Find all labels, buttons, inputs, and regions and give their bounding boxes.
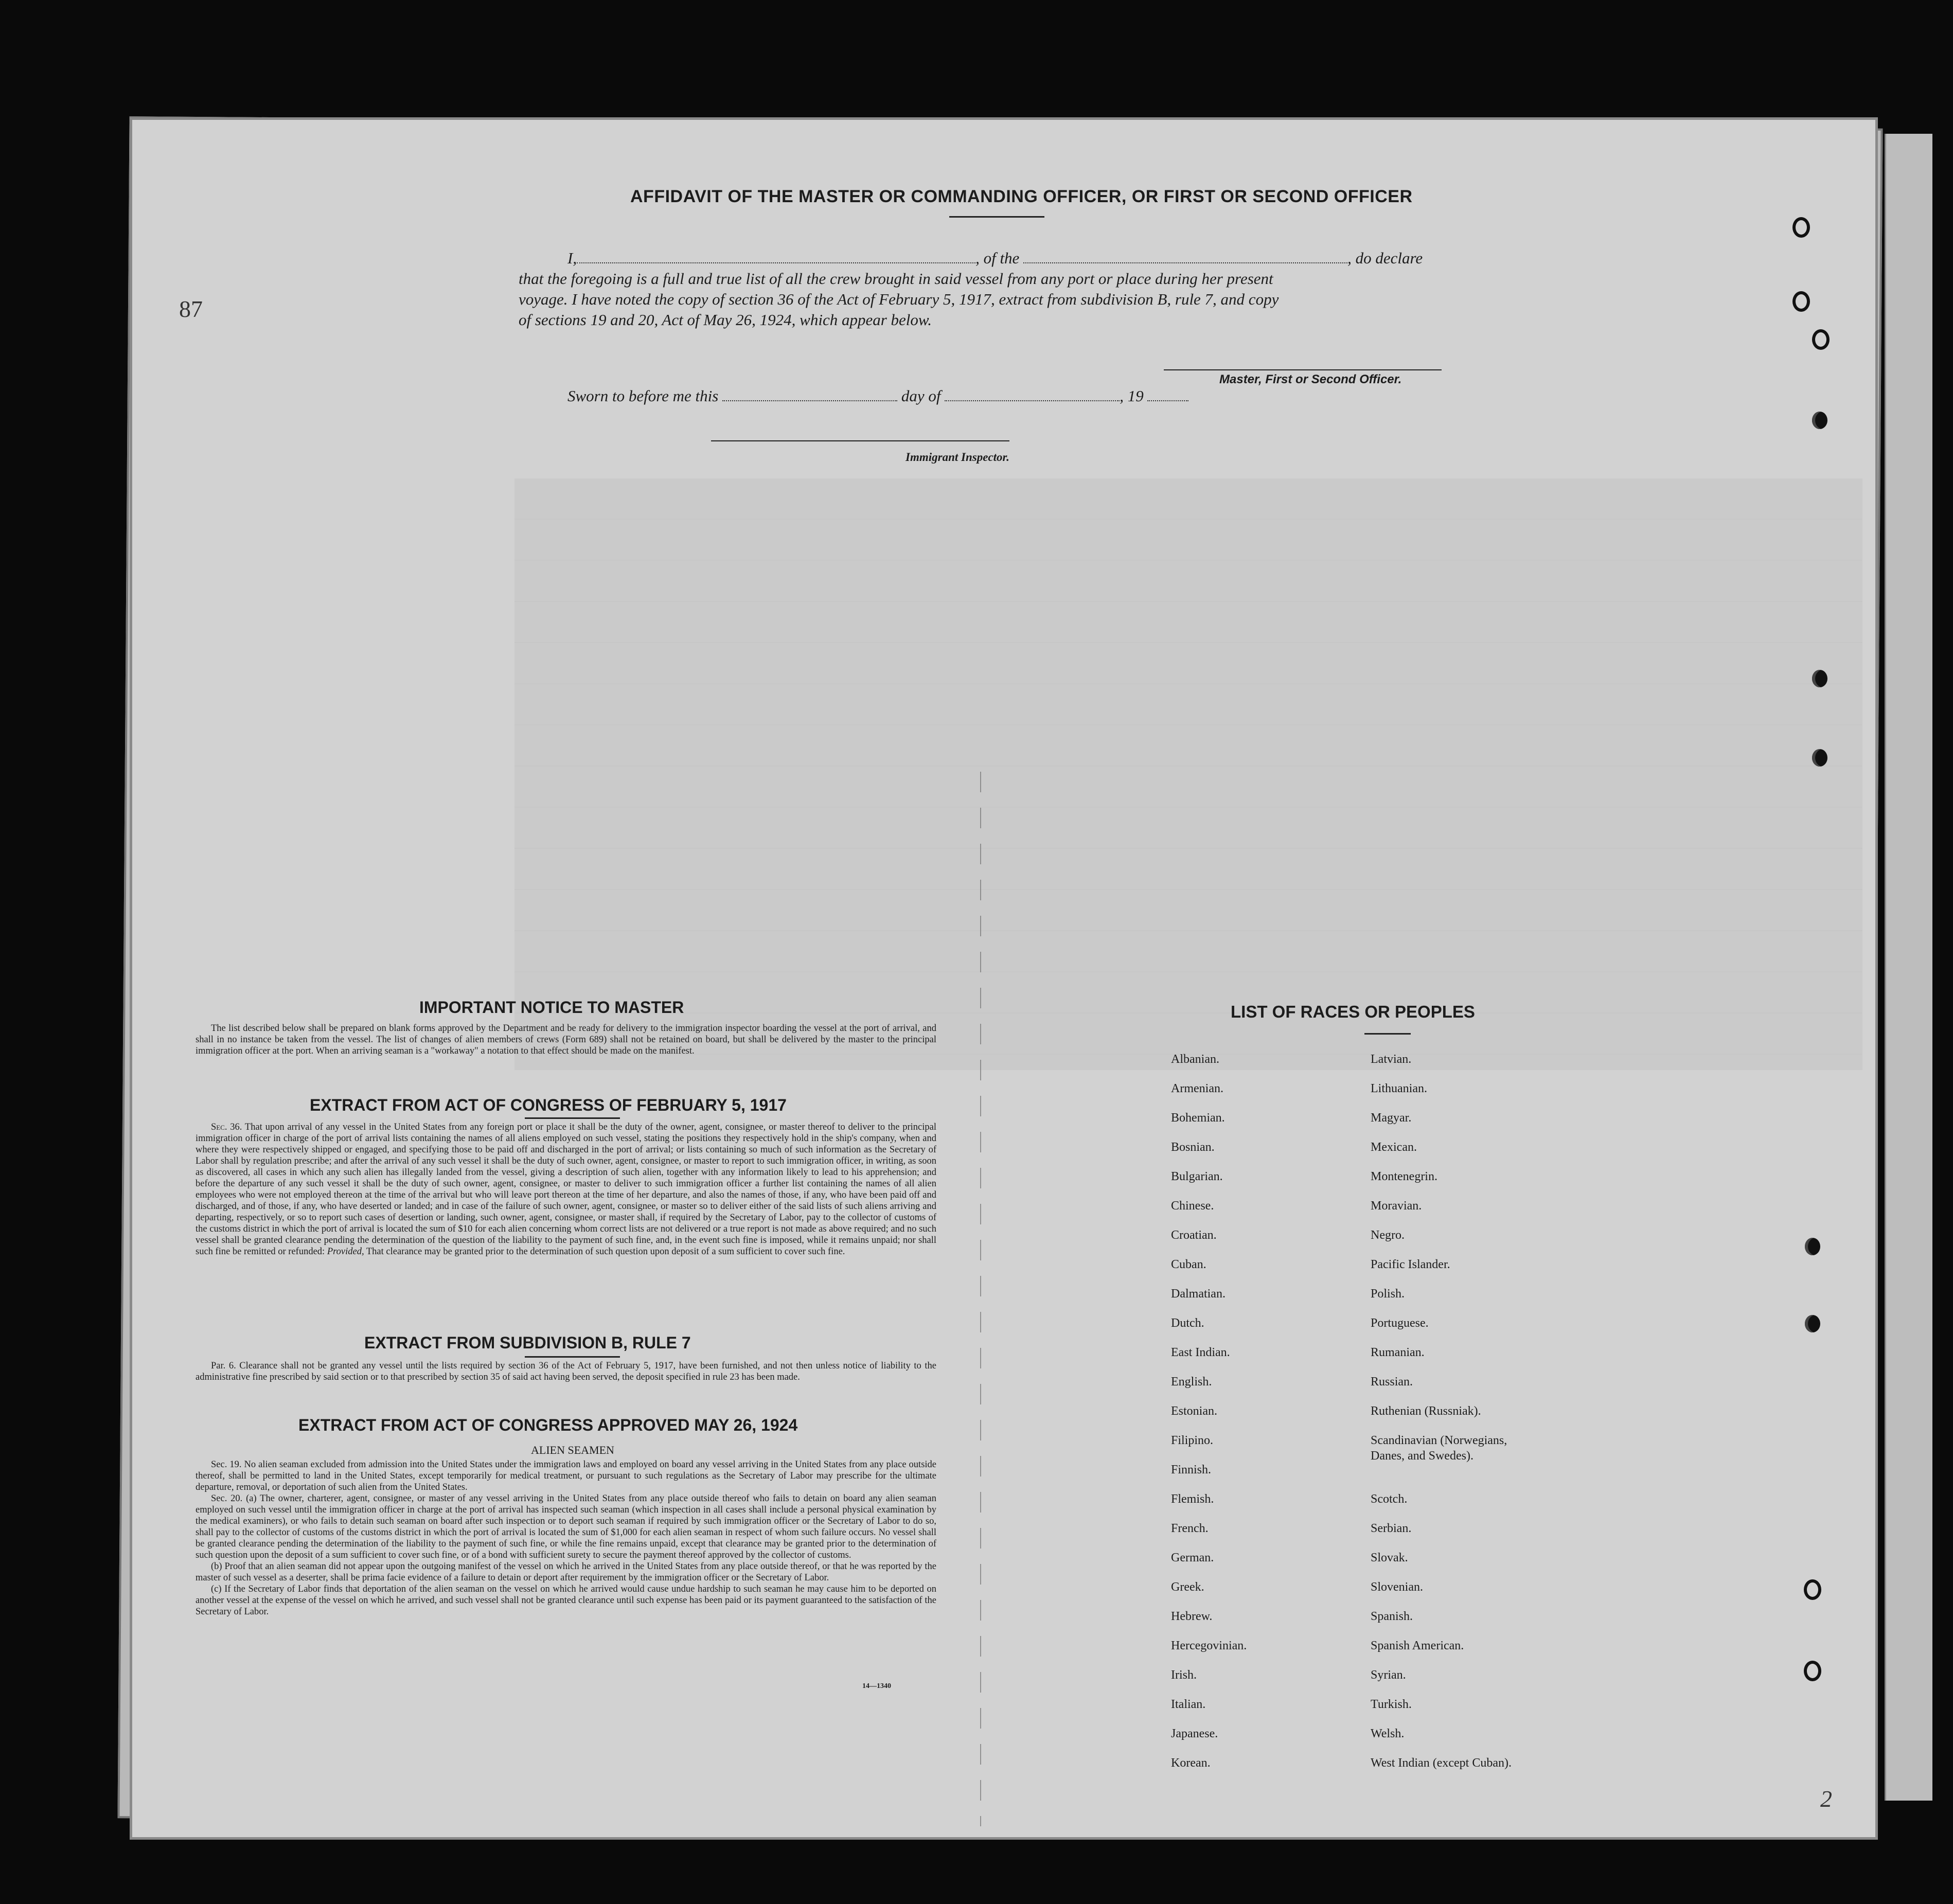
- race-item: Hebrew.: [1171, 1610, 1213, 1623]
- master-signature-label: Master, First or Second Officer.: [1219, 372, 1402, 386]
- races-title-rule: [1364, 1033, 1411, 1035]
- punch-hole-icon: [1812, 749, 1827, 767]
- race-item: Turkish.: [1371, 1698, 1412, 1711]
- race-item: Chinese.: [1171, 1199, 1214, 1213]
- sec-36-provided: Provided,: [327, 1247, 364, 1257]
- fold-line: [980, 772, 981, 1826]
- race-item: Polish.: [1371, 1287, 1405, 1301]
- sec-20c-paragraph: (c) If the Secretary of Labor finds that deportation of the alien seaman on the vessel on which he arrived would cause undue hardship to such seaman he may cause him to be deported on another vessel at the expense of the vessel on which he arrived, and such vessel shall not be granted clearance until such expense has been paid or its payment guaranteed to the satisfaction of the Secretary of Labor.: [196, 1584, 936, 1617]
- extract-1924-title: EXTRACT FROM ACT OF CONGRESS APPROVED MAY 26, 1924: [298, 1416, 798, 1434]
- punch-hole-icon: [1804, 1579, 1821, 1600]
- race-item: Montenegrin.: [1371, 1170, 1437, 1183]
- sec-36-label: Sec. 36.: [211, 1122, 242, 1132]
- race-item: Pacific Islander.: [1371, 1258, 1450, 1271]
- race-item: Bulgarian.: [1171, 1170, 1223, 1183]
- affidavit-body: [519, 248, 1496, 330]
- affidavit-of-the: , of the: [975, 249, 1020, 267]
- race-item: Welsh.: [1371, 1727, 1405, 1740]
- notice-paragraph: The list described below shall be prepared on blank forms approved by the Department and be ready for delivery to the immigration inspector boarding the vessel at the port of arrival, and shall in no instance be taken from the vessel. The list of changes of alien members of crews (Form 689) shall not be retained on board, but shall be delivered by the master to the principal immigration officer at the port. When an arriving seaman is a "workaway" a notation to that effect should be made on the manifest.: [196, 1023, 936, 1056]
- affidavit-i: I,: [567, 249, 577, 267]
- race-item: French.: [1171, 1522, 1209, 1535]
- sec-36-text-end: That clearance may be granted prior to the determination of such question upon deposit of a sum sufficient to cover such fine.: [364, 1247, 845, 1257]
- alien-seamen-subtitle: ALIEN SEAMEN: [531, 1444, 614, 1456]
- sworn-year-blank[interactable]: [1147, 400, 1188, 401]
- race-item: Mexican.: [1371, 1141, 1417, 1154]
- punch-hole-icon: [1804, 1661, 1821, 1681]
- rule7-paragraph: Par. 6. Clearance shall not be granted any vessel until the lists required by section 36 of the Act of February 5, 1917, have been furnished, and not then unless notice of liability to the administrative fine prescribed by said section or to that prescribed by section 35 of said act having been served, the deposit specified in rule 23 has been made.: [196, 1361, 936, 1382]
- race-item: Korean.: [1171, 1756, 1211, 1770]
- race-item: Italian.: [1171, 1698, 1206, 1711]
- inspector-signature-label: Immigrant Inspector.: [906, 451, 1009, 464]
- sec-19-paragraph: Sec. 19. No alien seaman excluded from admission into the United States under the immigration laws and employed on board any vessel arriving in the United States from any place outside thereof, shall be permitted to land in the United States, except temporarily for medical treatment, or pursuant to such regulations as the Secretary of Labor may prescribe for the ultimate departure, removal, or deportation of such alien from the United States.: [196, 1460, 936, 1492]
- sec-36-text: That upon arrival of any vessel in the United States from any foreign port or place it shall be the duty of the owner, agent, consignee, or master thereof to deliver to the principal immigration officer in charge of the port of arrival lists containing the names of all aliens employed on such vessel, stating the positions they respectively hold in the ship's company, when and where they were respectively shipped or engaged, and specifying those to be paid off and discharged in the port of arrival; or lists containing so much of such information as the Secretary of Labor shall by regulation prescribe; and after the arrival of any such vessel it shall be the duty of such owner, agent, consignee, or master to report to such immigration officer, in writing, as soon as discovered, all cases in which any such alien has illegally landed from the vessel, giving a description of such alien, together with any information likely to lead to his apprehension; and before the departure of any such vessel it shall be the duty of such owner, agent, consignee, or master to deliver to such immigration officer a further list containing the names of all alien employees who were not employed thereon at the time of the arrival but who will leave port thereon at the time of her departure, and also the names of those, if any, who have been paid off and discharged, and of those, if any, who have deserted or landed; and in case of the failure of such owner, agent, consignee, or master so to deliver either of the said lists of such aliens arriving and departing, respectively, or so to report such cases of desertion or landing, such owner, agent, consignee, or master shall, if required by the Secretary of Labor, pay to the collector of customs of the customs district in which the port of arrival is located the sum of $10 for each alien concerning whom correct lists are not delivered or a true report is not made as above required; and no such vessel shall be granted clearance pending the determination of the question of the liability to the payment of such fine, and, in the event such fine is imposed, while it remains unpaid; nor shall such fine be remitted or refunded:: [196, 1122, 937, 1257]
- race-item: Danes, and Swedes).: [1371, 1449, 1473, 1463]
- race-item: Filipino.: [1171, 1434, 1214, 1447]
- affidavit-line-3: voyage. I have noted the copy of section 36 of the Act of February 5, 1917, extract from subdivision B, rule 7, and copy: [519, 290, 1279, 308]
- extract-1917-title: EXTRACT FROM ACT OF CONGRESS OF FEBRUARY 5, 1917: [310, 1096, 787, 1114]
- extract-1924-body: [196, 1459, 936, 1617]
- affidavit-line-2: that the foregoing is a full and true list of all the crew brought in said vessel from any port or place during her present: [519, 270, 1273, 288]
- race-item: Ruthenian (Russniak).: [1371, 1404, 1481, 1418]
- race-item: Finnish.: [1171, 1463, 1212, 1476]
- race-item: Slovak.: [1371, 1551, 1408, 1564]
- race-item: East Indian.: [1171, 1346, 1230, 1359]
- race-item: Hercegovinian.: [1171, 1639, 1247, 1652]
- sworn-year-prefix: , 19: [1120, 387, 1144, 405]
- race-item: Scandinavian (Norwegians,: [1371, 1434, 1507, 1447]
- sworn-month-blank[interactable]: [945, 400, 1120, 401]
- race-item: Portuguese.: [1371, 1316, 1429, 1330]
- race-item: Estonian.: [1171, 1404, 1217, 1418]
- extract-1917-rule: [525, 1117, 620, 1119]
- page-mark-left: 87: [179, 296, 203, 322]
- affidavit-title: AFFIDAVIT OF THE MASTER OR COMMANDING OFFICER, OR FIRST OR SECOND OFFICER: [630, 187, 1413, 206]
- race-item: Spanish.: [1371, 1610, 1413, 1623]
- vessel-name-blank[interactable]: [1023, 262, 1347, 263]
- affidavit-line-4: of sections 19 and 20, Act of May 26, 1924, which appear below.: [519, 311, 932, 329]
- race-item: Dutch.: [1171, 1316, 1204, 1330]
- race-item: Greek.: [1171, 1580, 1204, 1594]
- race-item: Albanian.: [1171, 1053, 1219, 1066]
- extract-rule7-title: EXTRACT FROM SUBDIVISION B, RULE 7: [364, 1333, 691, 1352]
- race-item: Spanish American.: [1371, 1639, 1464, 1652]
- race-item: Cuban.: [1171, 1258, 1206, 1271]
- race-item: Slovenian.: [1371, 1580, 1423, 1594]
- race-item: Magyar.: [1371, 1111, 1412, 1125]
- race-item: Scotch.: [1371, 1492, 1408, 1506]
- race-item: Latvian.: [1371, 1053, 1412, 1066]
- punch-hole-icon: [1812, 670, 1827, 687]
- sworn-day-blank[interactable]: [722, 400, 897, 401]
- punch-hole-icon: [1792, 291, 1810, 312]
- race-item: English.: [1171, 1375, 1212, 1389]
- notice-body: [196, 1023, 936, 1057]
- race-item: Armenian.: [1171, 1082, 1223, 1095]
- race-item: Irish.: [1171, 1668, 1197, 1682]
- races-title: LIST OF RACES OR PEOPLES: [1231, 1002, 1475, 1021]
- affidavit-do-declare: , do declare: [1347, 249, 1423, 267]
- race-item: Serbian.: [1371, 1522, 1412, 1535]
- inspector-signature-line[interactable]: [711, 440, 1009, 441]
- race-item: Lithuanian.: [1371, 1082, 1427, 1095]
- sec-20b-paragraph: (b) Proof that an alien seaman did not appear upon the outgoing manifest of the vessel on which he arrived in the United States from any place outside thereof, or that he was reported by the master of such vessel as a deserter, shall be prima facie evidence of a failure to detain or deport after requirement by the immigration officer or the Secretary of Labor.: [196, 1561, 936, 1583]
- punch-hole-icon: [1805, 1238, 1820, 1255]
- race-item: Bohemian.: [1171, 1111, 1225, 1125]
- ghost-crew-rows: [514, 478, 1862, 1070]
- race-item: Japanese.: [1171, 1727, 1218, 1740]
- race-item: Russian.: [1371, 1375, 1413, 1389]
- master-signature-line[interactable]: [1164, 369, 1442, 370]
- race-item: Dalmatian.: [1171, 1287, 1226, 1301]
- race-item: German.: [1171, 1551, 1214, 1564]
- race-item: Negro.: [1371, 1229, 1405, 1242]
- notice-title: IMPORTANT NOTICE TO MASTER: [419, 998, 684, 1017]
- sworn-day-of: day of: [901, 387, 941, 405]
- sworn-line: [567, 387, 1188, 405]
- race-item: Moravian.: [1371, 1199, 1422, 1213]
- sec-20a-paragraph: Sec. 20. (a) The owner, charterer, agent, consignee, or master of any vessel arriving in the United States from any place outside thereof who fails to detain on board any alien seaman employed on such vessel until the immigration officer in charge at the port of arrival has inspected such seaman (which inspection in all cases shall include a personal physical examination by the medical examiners), or who fails to detain such seaman on board after such inspection or to deport such seaman if required by such immigration officer or the Secretary of Labor to do so, shall pay to the collector of customs of the customs district in which the port of arrival is located the sum of $1,000 for each alien seaman in respect of whom such failure occurs. No vessel shall be granted clearance pending the determination of the liability to the payment of such fine, or while the fine remains unpaid, except that clearance may be granted prior to the determination of such question upon the deposit of a sum sufficient to cover such fine, or of a bond with sufficient surety to secure the payment thereof approved by the collector of customs.: [196, 1493, 936, 1560]
- race-item: Croatian.: [1171, 1229, 1217, 1242]
- punch-hole-icon: [1812, 412, 1827, 429]
- race-item: West Indian (except Cuban).: [1371, 1756, 1512, 1770]
- form-number: 14—1340: [862, 1682, 891, 1690]
- sworn-prefix: Sworn to before me this: [567, 387, 719, 405]
- affidavit-title-rule: [949, 216, 1044, 218]
- corner-mark: 2: [1820, 1786, 1832, 1812]
- master-name-blank[interactable]: [577, 262, 975, 263]
- extract-rule7-rule: [525, 1356, 620, 1358]
- underlying-sheet-edge: [1885, 134, 1932, 1801]
- extract-rule7-body: [196, 1360, 936, 1383]
- race-item: Flemish.: [1171, 1492, 1214, 1506]
- punch-hole-icon: [1812, 329, 1830, 350]
- punch-hole-icon: [1792, 217, 1810, 238]
- race-item: Syrian.: [1371, 1668, 1406, 1682]
- punch-hole-icon: [1805, 1315, 1820, 1332]
- extract-1917-body: [196, 1122, 936, 1257]
- race-item: Rumanian.: [1371, 1346, 1425, 1359]
- race-item: Bosnian.: [1171, 1141, 1215, 1154]
